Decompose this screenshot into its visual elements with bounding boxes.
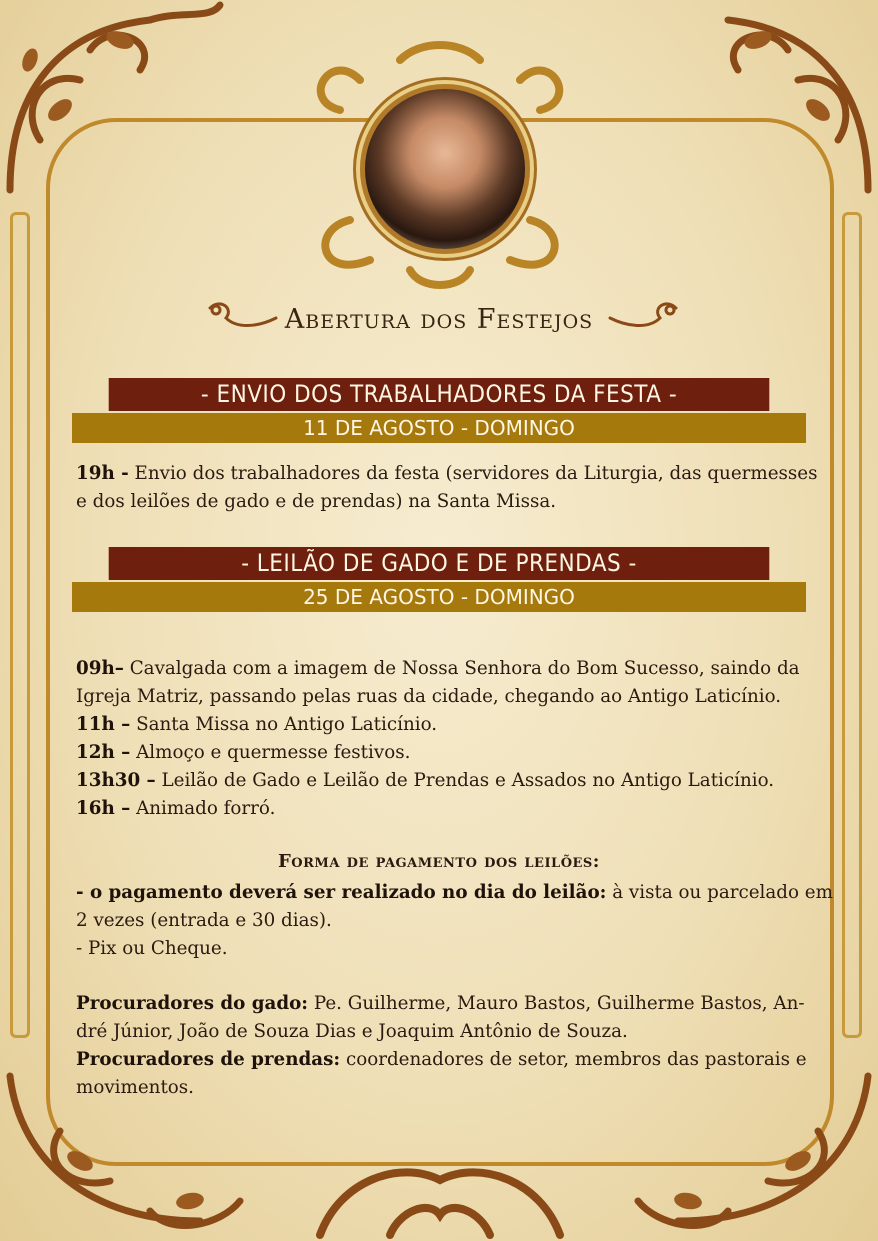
procuradores-gado-label: Procuradores do gado:	[76, 993, 309, 1014]
schedule-text: Santa Missa no Antigo Laticínio.	[136, 714, 438, 735]
section1-body	[76, 460, 818, 516]
procuradores-gado-cont: dré Júnior, João de Souza Dias e Joaquim Antônio de Souza.	[76, 1021, 628, 1042]
section1-title	[109, 378, 770, 411]
payment-lead-bold: - o pagamento deverá ser realizado no dia do leilão:	[76, 882, 607, 903]
page-title: Abertura dos Festejos	[284, 304, 594, 335]
schedule-item-cont: Igreja Matriz, passando pelas ruas da cidade, chegando ao Antigo Laticínio.	[76, 686, 782, 707]
payment-heading: Forma de pagamento dos leilões:	[278, 851, 600, 872]
schedule-time: 16h –	[76, 798, 131, 819]
section2-date	[72, 582, 806, 612]
payment-lead-text: à vista ou parcelado em	[612, 882, 833, 903]
schedule-text: Leilão de Gado e Leilão de Prendas e Assados no Antigo Laticínio.	[161, 770, 775, 791]
portrait-medallion-icon	[360, 84, 530, 254]
schedule-time: 13h30 –	[76, 770, 156, 791]
schedule-item	[76, 739, 806, 767]
corner-ornament-top-left-icon	[0, 0, 230, 200]
procuradores-prendas-text: coordenadores de setor, membros das pastorais e	[345, 1049, 807, 1070]
schedule-time: 19h -	[76, 463, 129, 484]
procuradores-prendas	[76, 1046, 806, 1074]
frame-right-bar	[842, 212, 862, 1038]
schedule-item	[76, 460, 818, 488]
procuradores-prendas-cont: movimentos.	[76, 1077, 194, 1098]
section2-date-text: 25 DE AGOSTO - DOMINGO	[303, 585, 575, 609]
payment-body	[76, 879, 833, 963]
section1-date	[72, 413, 806, 443]
bottom-center-scroll-icon	[300, 1140, 580, 1241]
payment-option: - Pix ou Cheque.	[76, 938, 228, 959]
schedule-time: 11h –	[76, 714, 131, 735]
schedule-text: Animado forró.	[136, 798, 276, 819]
schedule-item	[76, 655, 806, 683]
section2-title	[109, 547, 770, 580]
frame-left-bar	[10, 212, 30, 1038]
schedule-time: 09h–	[76, 658, 124, 679]
procuradores-gado	[76, 990, 806, 1018]
procuradores-prendas-label: Procuradores de prendas:	[76, 1049, 341, 1070]
schedule-item	[76, 767, 806, 795]
schedule-text: Cavalgada com a imagem de Nossa Senhora do Bom Sucesso, saindo da	[129, 658, 800, 679]
schedule-item	[76, 795, 806, 823]
corner-ornament-top-right-icon	[648, 0, 878, 200]
section2-title-text: - LEILÃO DE GADO E DE PRENDAS -	[241, 549, 637, 577]
schedule-item	[76, 711, 806, 739]
payment-line	[76, 879, 833, 907]
procuradores-body	[76, 990, 806, 1102]
section1-date-text: 11 DE AGOSTO - DOMINGO	[303, 416, 575, 440]
schedule-text: Envio dos trabalhadores da festa (servidores da Liturgia, das quermesses	[134, 463, 818, 484]
schedule-time: 12h –	[76, 742, 131, 763]
procuradores-gado-text: Pe. Guilherme, Mauro Bastos, Guilherme Bastos, An-	[313, 993, 805, 1014]
schedule-text: Almoço e quermesse festivos.	[136, 742, 411, 763]
section1-title-text: - ENVIO DOS TRABALHADORES DA FESTA -	[200, 380, 678, 408]
section2-body	[76, 655, 806, 823]
payment-line-cont: 2 vezes (entrada e 30 dias).	[76, 910, 332, 931]
schedule-item-cont: e dos leilões de gado e de prendas) na Santa Missa.	[76, 491, 557, 512]
